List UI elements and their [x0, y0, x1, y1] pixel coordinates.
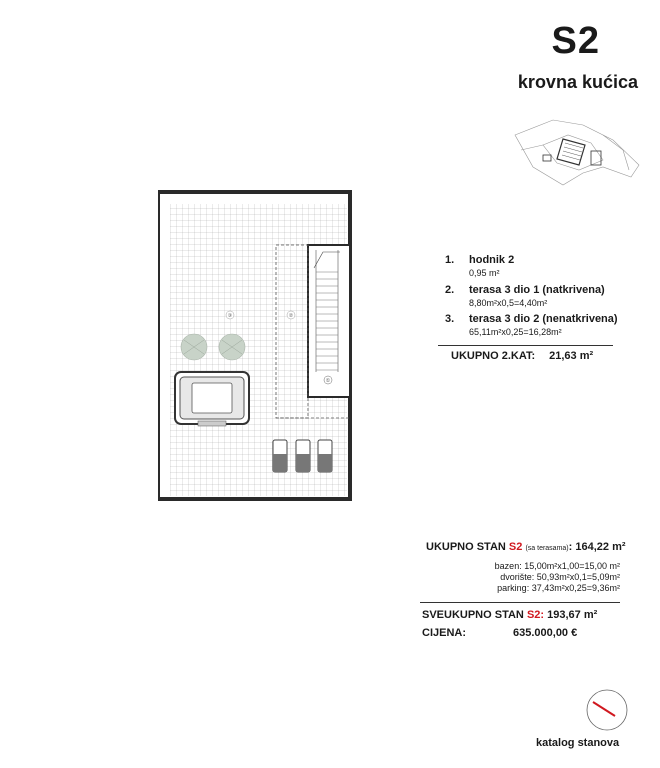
apartment-total-note: (sa terasama) — [525, 545, 569, 552]
room-area: 65,11m²x0,25=16,28m² — [469, 327, 562, 337]
grand-total — [422, 609, 597, 621]
room-name: terasa 3 dio 1 (natkrivena) — [469, 284, 605, 296]
price-value: 635.000,00 € — [513, 627, 578, 639]
price-label: CIJENA: — [422, 627, 467, 639]
site-keyplan — [513, 115, 643, 190]
room-marker-3: ③ — [227, 313, 233, 319]
extra-pool: bazen: 15,00m²x1,00=15,00 m² — [494, 561, 620, 571]
roof-floor-plan — [158, 190, 353, 505]
apartment-total-value: 164,22 m² — [575, 541, 626, 553]
divider — [420, 602, 620, 603]
extra-parking: parking: 37,43m²x0,25=9,36m² — [497, 583, 620, 593]
grand-total-label: SVEUKUPNO STAN — [422, 609, 524, 621]
room-marker-1: ① — [325, 378, 331, 384]
room-item-3 — [445, 313, 618, 337]
grand-total-value: 193,67 m² — [547, 609, 598, 621]
room-area: 0,95 m² — [469, 268, 500, 278]
room-number: 1. — [445, 254, 455, 266]
apartment-code: S2 — [508, 541, 523, 553]
floor-total-value: 21,63 m² — [549, 350, 594, 362]
room-name: terasa 3 dio 2 (nenatkrivena) — [469, 313, 618, 325]
divider — [438, 345, 613, 346]
floor-total — [451, 350, 593, 362]
extra-yard: dvorište: 50,93m²x0,1=5,09m² — [500, 572, 620, 582]
apartment-total-colon: : — [568, 541, 573, 553]
jacuzzi-icon — [175, 372, 249, 426]
grand-total-code: S2: — [526, 609, 545, 621]
room-marker-2: ② — [288, 313, 294, 319]
apartment-total-label: UKUPNO STAN — [426, 541, 506, 553]
compass-icon — [585, 688, 629, 732]
room-item-2 — [445, 284, 605, 308]
catalog-label: katalog stanova — [536, 737, 620, 749]
unit-code: S2 — [551, 20, 600, 62]
apartment-total — [426, 541, 626, 553]
room-number: 2. — [445, 284, 455, 296]
room-area: 8,80m²x0,5=4,40m² — [469, 298, 548, 308]
unit-subtitle: krovna kućica — [517, 72, 638, 92]
room-number: 3. — [445, 313, 455, 325]
sun-lounger-icon — [273, 440, 332, 472]
room-item-1 — [445, 254, 515, 278]
floor-total-label: UKUPNO 2.KAT: — [451, 350, 536, 362]
room-name: hodnik 2 — [469, 254, 515, 266]
